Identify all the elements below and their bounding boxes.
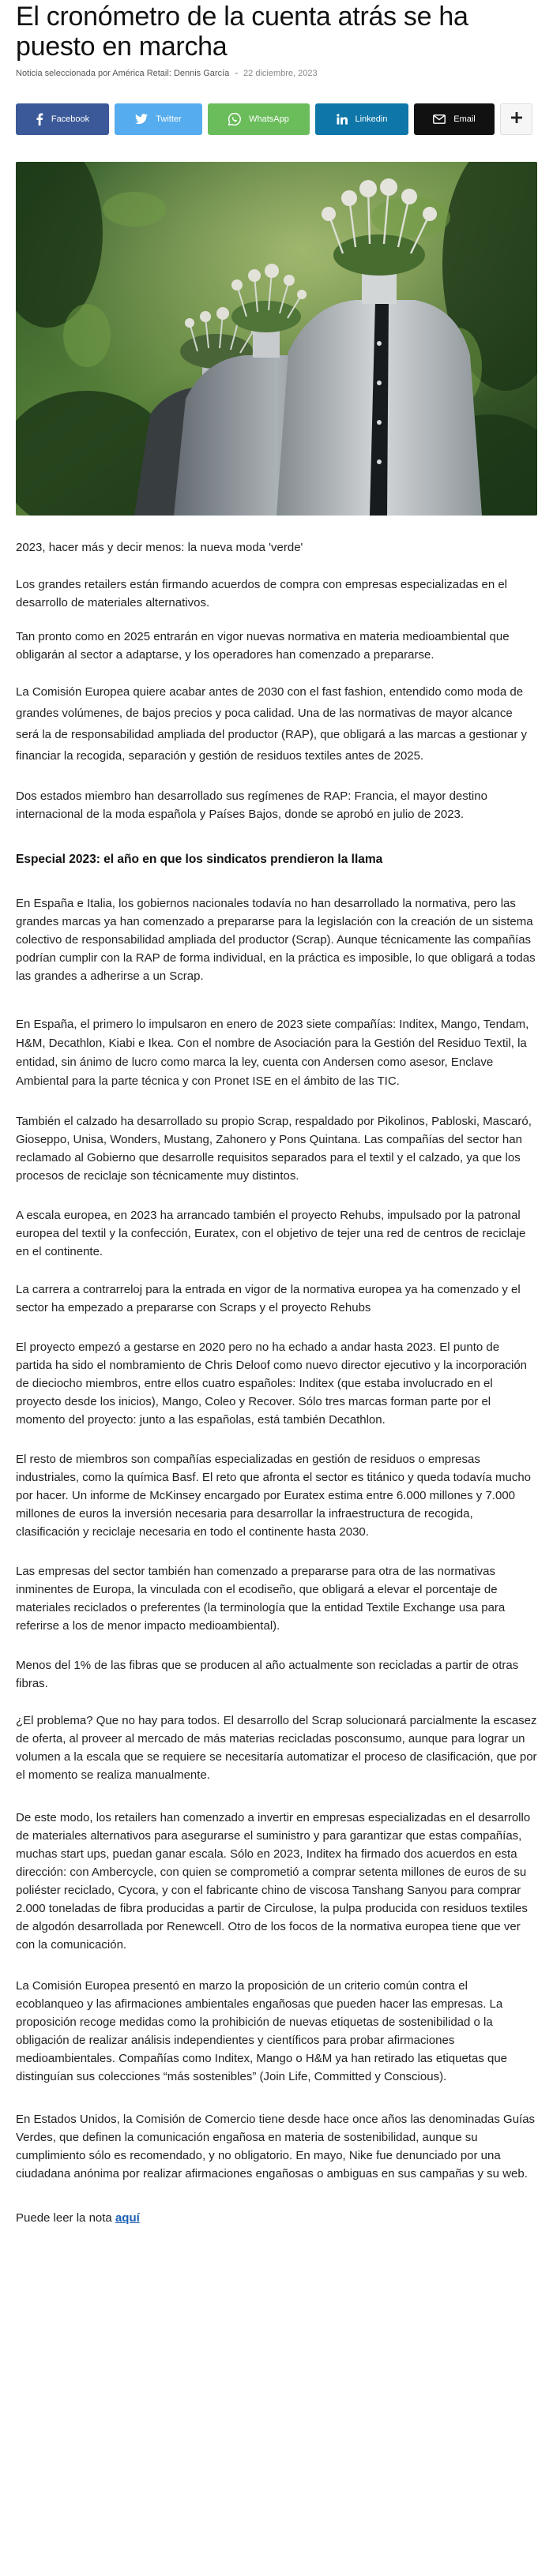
article-body xyxy=(16,576,537,2227)
email-icon xyxy=(433,114,446,124)
share-email-label: Email xyxy=(453,114,476,124)
paragraph: A escala europea, en 2023 ha arrancado también el proyecto Rehubs, impulsado por la patronal europea del textil y la confección, Euratex, con el objetivo de tejer una red de centros de reciclaje en el continente. xyxy=(16,1209,526,1258)
article xyxy=(16,0,537,2227)
read-more-text: Puede leer la nota xyxy=(16,2211,112,2225)
whatsapp-icon xyxy=(228,113,241,126)
plus-icon xyxy=(511,112,522,127)
share-more-button[interactable] xyxy=(500,103,532,135)
paragraph: En España e Italia, los gobiernos nacionales todavía no han desarrollado la normativa, pero las grandes marcas ya han comenzado a prepararse para la legislación con la creación de un sistema colectivo de responsabilidad ampliada del productor (Scrap). Aunque técnicamente las compañías podrían cumplir con la RAP de forma individual, en la práctica es imposible, lo que obligará a todas las grandes a adherirse a un Scrap. xyxy=(16,897,536,983)
share-whatsapp-label: WhatsApp xyxy=(249,114,289,124)
paragraph: Tan pronto como en 2025 entrarán en vigor nuevas normativa en materia medioambiental que obligarán al sector a adaptarse, y los operadores han comenzado a prepararse. xyxy=(16,630,510,662)
paragraph: Las empresas del sector también han comenzado a prepararse para otra de las normativas inminentes de Europa, la vinculada con el ecodiseño, que obligará a elevar el porcentaje de materiales reciclados o preferentes (la terminología que la entidad Textile Exchange usa para referirse a los de menor impacto medioambiental). xyxy=(16,1565,506,1633)
share-linkedin-button[interactable] xyxy=(315,103,408,135)
paragraph: De este modo, los retailers han comenzado a invertir en empresas especializadas en el desarrollo de materiales alternativos para asegurarse el suministro y para garantizar que estas compañías, muchas start ups, puedan ganar escala. Sólo en 2023, Inditex ha firmado dos acuerdos en esta dirección: con Ambercycle, con quien se comprometió a comprar setenta millones de euros de su poliéster reciclado, Cycora, y con el fabricante chino de viscosa Tanshang Sanyou para comprar 2.000 toneladas de fibra producidas a partir de Circulose, la pulpa producida con residuos textiles de algodón desarrollada por Renewcell. Otro de los focos de la normativa europea tiene que ver con la comunicación. xyxy=(16,1811,531,1952)
share-linkedin-label: Linkedin xyxy=(355,114,388,124)
author-name[interactable]: Dennis García xyxy=(173,69,230,78)
hero-image xyxy=(16,162,537,516)
share-email-button[interactable] xyxy=(414,103,495,135)
paragraph: ¿El problema? Que no hay para todos. El desarrollo del Scrap solucionará parcialmente la escasez de oferta, al proveer al mercado de más materias recicladas posconsumo, aunque para lograr un volumen a la escala que se requiere se necesitaría automatizar el proceso de clasificación, que por el momento se realiza manualmente. xyxy=(16,1714,537,1782)
share-twitter-button[interactable] xyxy=(115,103,202,135)
paragraph: El resto de miembros son compañías especializadas en gestión de residuos o empresas industriales, como la química Basf. El reto que afronta el sector es titánico y queda todavía mucho por hacer. Un informe de McKinsey encargado por Euratex estima entre 6.000 millones y 7.000 millones de euros la inversión necesaria para desarrollar la infraestructura de recogida, clasificación y reciclaje necesaria en todo el continente hasta 2030. xyxy=(16,1453,532,1539)
article-title: El cronómetro de la cuenta atrás se ha puesto en marcha xyxy=(16,2,468,62)
share-facebook-button[interactable] xyxy=(16,103,109,135)
share-facebook-label: Facebook xyxy=(51,114,90,124)
publish-date: 22 diciembre, 2023 xyxy=(243,69,318,78)
byline xyxy=(16,69,537,80)
share-twitter-label: Twitter xyxy=(156,114,182,124)
share-whatsapp-button[interactable] xyxy=(208,103,310,135)
hero-caption: 2023, hacer más y decir menos: la nueva moda 'verde' xyxy=(16,541,303,554)
section-heading: Especial 2023: el año en que los sindicatos prendieron la llama xyxy=(16,853,383,866)
paragraph: En España, el primero lo impulsaron en enero de 2023 siete compañías: Inditex, Mango, Tendam, H&M, Decathlon, Kiabi e Ikea. Con el nombre de Asociación para la Gestión del Residuo Textil, la entidad, sin ánimo de lucro como marca la ley, cuenta con Andersen como asesor, Enclave Ambiental para la parte técnica y con Pronet ISE en el ámbito de las TIC. xyxy=(16,1018,529,1088)
read-more-link[interactable]: aquí xyxy=(115,2211,140,2225)
paragraph: La carrera a contrarreloj para la entrada en vigor de la normativa europea ya ha comenzado y el sector ha empezado a prepararse con Scraps y el proyecto Rehubs xyxy=(16,1283,521,1314)
paragraph: También el calzado ha desarrollado su propio Scrap, respaldado por Pikolinos, Pabloski, Mascaró, Gioseppo, Unisa, Wonders, Mustang, Zahonero y Pons Quintana. Las compañías del sector han reclamado al Gobierno que desarrolle requisitos separados para el textil y el calzado, ya que los procesos de reciclaje son técnicamente muy distintos. xyxy=(16,1115,532,1183)
paragraph: La Comisión Europea quiere acabar antes de 2030 con el fast fashion, entendido como moda de grandes volúmenes, de bajos precios y poca calidad. Una de las normativas de mayor alcance será la de responsabilidad ampliada del productor (RAP), que obligará a las marcas a gestionar y financiar la recogida, separación y gestión de residuos textiles antes de 2025. xyxy=(16,685,528,763)
paragraph: La Comisión Europea presentó en marzo la proposición de un criterio común contra el ecoblanqueo y las afirmaciones ambientales engañosas que pueden hacer las empresas. La proposición recoge medidas como la prohibición de nuevas etiquetas de sostenibilidad o la obligación de realizar análisis independientes y científicos para probar afirmaciones medioambientales. Compañías como Inditex, Mango o H&M ya han retirado las etiquetas que distinguían sus colecciones “más sostenibles” (Join Life, Committed y Conscious). xyxy=(16,1979,508,2083)
facebook-icon xyxy=(36,113,43,126)
paragraph: El proyecto empezó a gestarse en 2020 pero no ha echado a andar hasta 2023. El punto de partida ha sido el nombramiento de Chris Deloof como nuevo director ejecutivo y la incorporación de dieciocho miembros, entre ellos cuatro españoles: Inditex (que estaba involucrado en el proyecto desde los inicios), Mango, Coleo y Recover. Sólo tres marcas forman parte por el momento del proyecto: junto a las españolas, está también Decathlon. xyxy=(16,1340,528,1427)
paragraph: Menos del 1% de las fibras que se producen al año actualmente son recicladas a partir de otras fibras. xyxy=(16,1659,519,1690)
paragraph: Los grandes retailers están firmando acuerdos de compra con empresas especializadas en el desarrollo de materiales alternativos. xyxy=(16,578,508,609)
read-more-line xyxy=(16,2209,537,2227)
linkedin-icon xyxy=(337,114,348,125)
share-bar xyxy=(16,103,537,135)
paragraph: En Estados Unidos, la Comisión de Comercio tiene desde hace once años las denominadas Guías Verdes, que definen la comunicación engañosa en materia de sostenibilidad, aunque su cumplimiento sólo es recomendado, y no obligatorio. En mayo, Nike fue denunciado por una ciudadana anónima por realizar afirmaciones engañosas o ambiguas en sus campañas y su web. xyxy=(16,2113,536,2180)
byline-label: Noticia seleccionada por América Retail: xyxy=(16,69,171,78)
twitter-icon xyxy=(135,114,148,125)
paragraph: Dos estados miembro han desarrollado sus regímenes de RAP: Francia, el mayor destino internacional de la moda española y Países Bajos, donde se aprobó en julio de 2023. xyxy=(16,789,487,821)
mannequins-with-plant-heads-image xyxy=(16,162,537,516)
byline-separator: - xyxy=(235,69,238,78)
